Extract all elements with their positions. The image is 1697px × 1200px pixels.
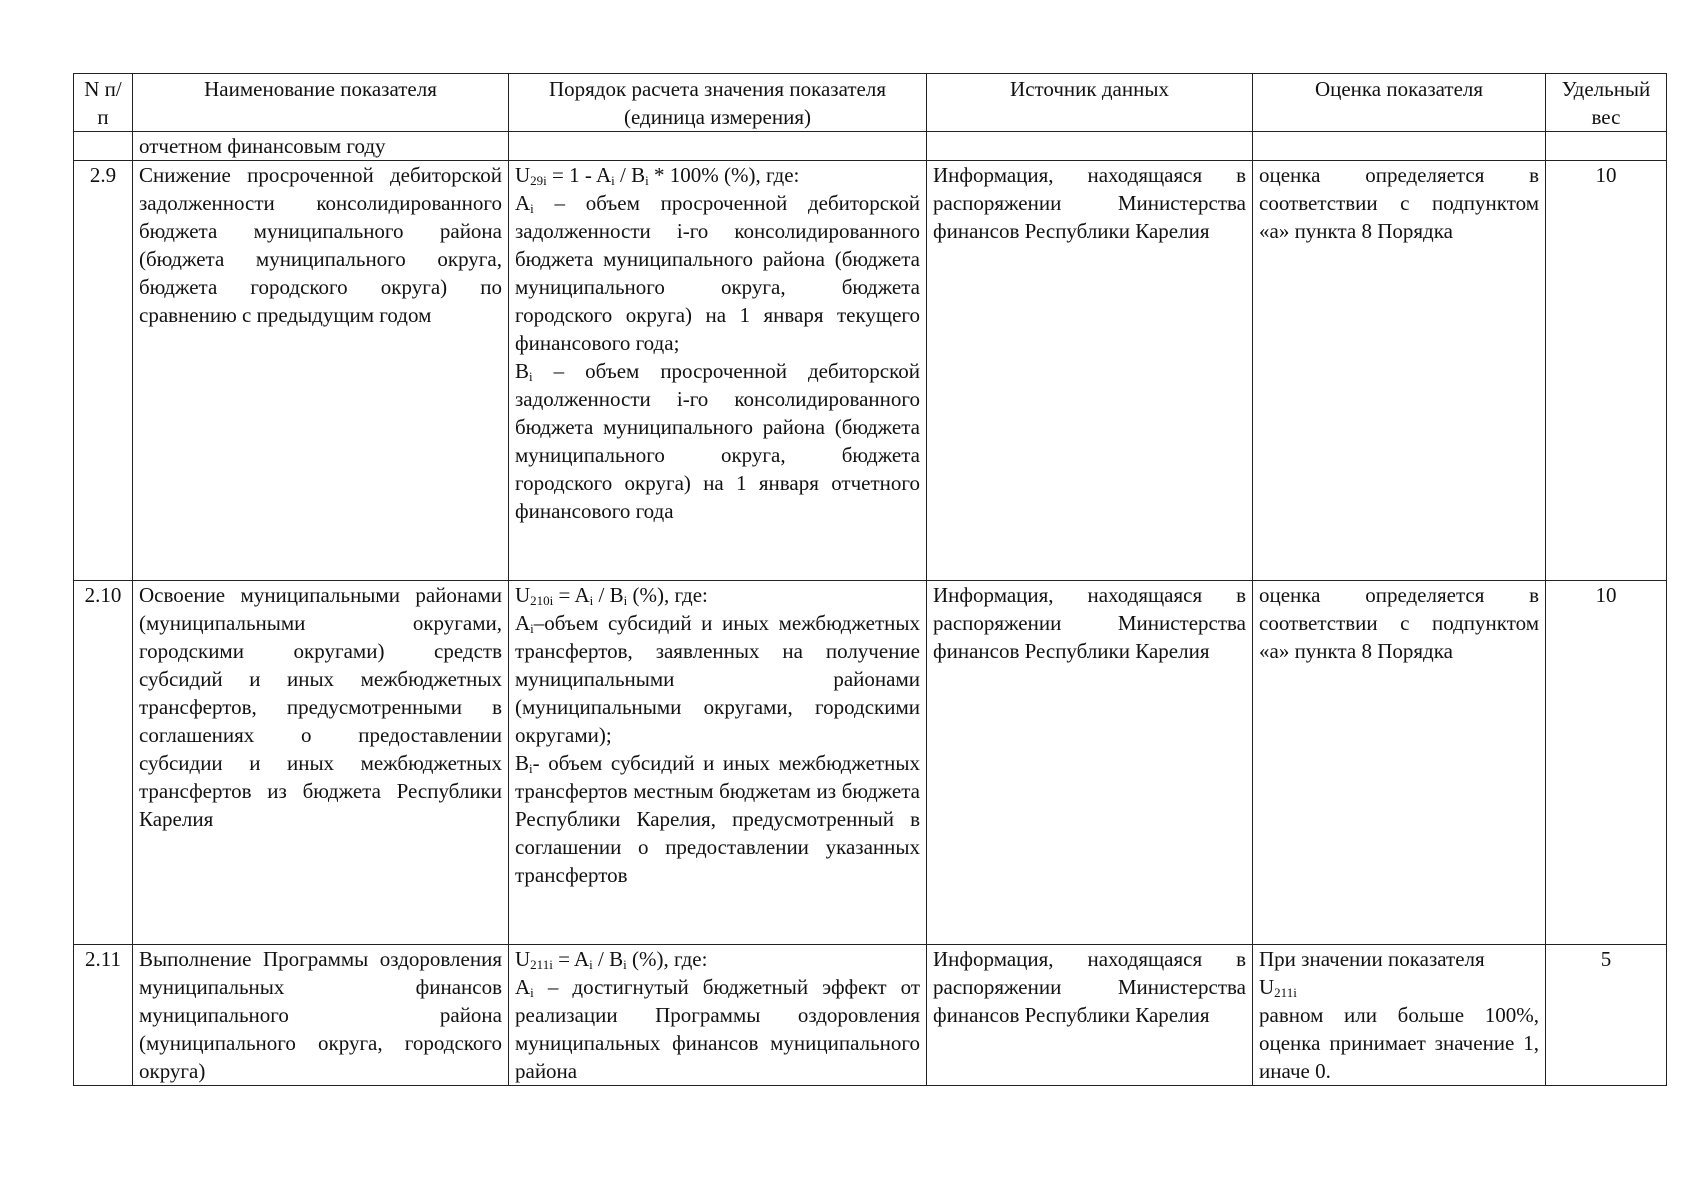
header-assessment: Оценка показателя (1253, 74, 1546, 132)
table-row (74, 161, 1667, 581)
variable-a-definition: $A_i$ – объем просроченной дебиторской задолженности i-го консолидированного бюджета муниципального района (бюджета муниципального округа, бюджета городского округа) на 1 января текущего финансового года; (515, 191, 920, 355)
row-number: 2.11 (74, 945, 133, 1086)
header-source: Источник данных (927, 74, 1253, 132)
variable-b-definition: $B_i-$ объем субсидий и иных межбюджетных трансфертов местным бюджетам из бюджета Республики Карелия, предусмотренный в соглашении о предоставлении указанных трансфертов (515, 751, 920, 887)
continuation-name: отчетном финансовым году (133, 132, 509, 161)
data-source: Информация, находящаяся в распоряжении Министерства финансов Республики Карелия (927, 581, 1253, 945)
continuation-row (74, 132, 1667, 161)
data-source: Информация, находящаяся в распоряжении Министерства финансов Республики Карелия (927, 161, 1253, 581)
assessment-line: При значении показателя (1259, 947, 1485, 971)
assessment-condition: равном или больше 100%, оценка принимает значение 1, иначе 0. (1259, 1003, 1539, 1083)
calculation-method (509, 161, 927, 581)
weight: 5 (1546, 945, 1667, 1086)
document-page (73, 73, 1666, 1086)
assessment: оценка определяется в соответствии с подпунктом «а» пункта 8 Порядка (1253, 161, 1546, 581)
formula: $U_{211i} = A_i / B_i$ (%), где: (515, 947, 708, 972)
header-calc: Порядок расчета значения показателя (единица измерения) (509, 74, 927, 132)
header-name: Наименование показателя (133, 74, 509, 132)
row-number: 2.10 (74, 581, 133, 945)
indicator-name: Снижение просроченной дебиторской задолженности консолидированного бюджета муниципального района (бюджета муниципального округа, бюджета городского округа) по сравнению с предыдущим годом (133, 161, 509, 581)
table-row (74, 581, 1667, 945)
header-num: N п/п (74, 74, 133, 132)
calculation-method (509, 945, 927, 1086)
weight: 10 (1546, 161, 1667, 581)
indicator-name: Выполнение Программы оздоровления муниципальных финансов муниципального района (муниципального округа, городского округа) (133, 945, 509, 1086)
header-weight: Удельный вес (1546, 74, 1667, 132)
weight: 10 (1546, 581, 1667, 945)
row-number: 2.9 (74, 161, 133, 581)
table-row (74, 945, 1667, 1086)
indicators-table (73, 73, 1667, 1086)
assessment: оценка определяется в соответствии с подпунктом «а» пункта 8 Порядка (1253, 581, 1546, 945)
formula: $U_{29i} = 1 - A_i / B_i * 100\%$ (%), где: (515, 163, 800, 188)
variable-b-definition: $B_i$ – объем просроченной дебиторской задолженности i-го консолидированного бюджета муниципального района (бюджета муниципального округа, бюджета городского округа) на 1 января отчетного финансового года (515, 359, 920, 523)
table-header-row (74, 74, 1667, 132)
calculation-method (509, 581, 927, 945)
indicator-name: Освоение муниципальными районами (муниципальными округами, городскими округами) средств субсидий и иных межбюджетных трансфертов, предусмотренными в соглашениях о предоставлении субсидии и иных межбюджетных трансфертов из бюджета Республики Карелия (133, 581, 509, 945)
assessment-indicator: $U_{211i}$ (1259, 975, 1297, 1000)
data-source: Информация, находящаяся в распоряжении Министерства финансов Республики Карелия (927, 945, 1253, 1086)
variable-a-definition: $A_i$–объем субсидий и иных межбюджетных трансфертов, заявленных на получение муниципальными районами (муниципальными округами, городскими округами); (515, 611, 920, 747)
variable-a-definition: $A_i$ – достигнутый бюджетный эффект от реализации Программы оздоровления муниципальных финансов муниципального района (515, 975, 920, 1083)
assessment (1253, 945, 1546, 1086)
formula: $U_{210i} = A_i / B_i$ (%), где: (515, 583, 708, 608)
